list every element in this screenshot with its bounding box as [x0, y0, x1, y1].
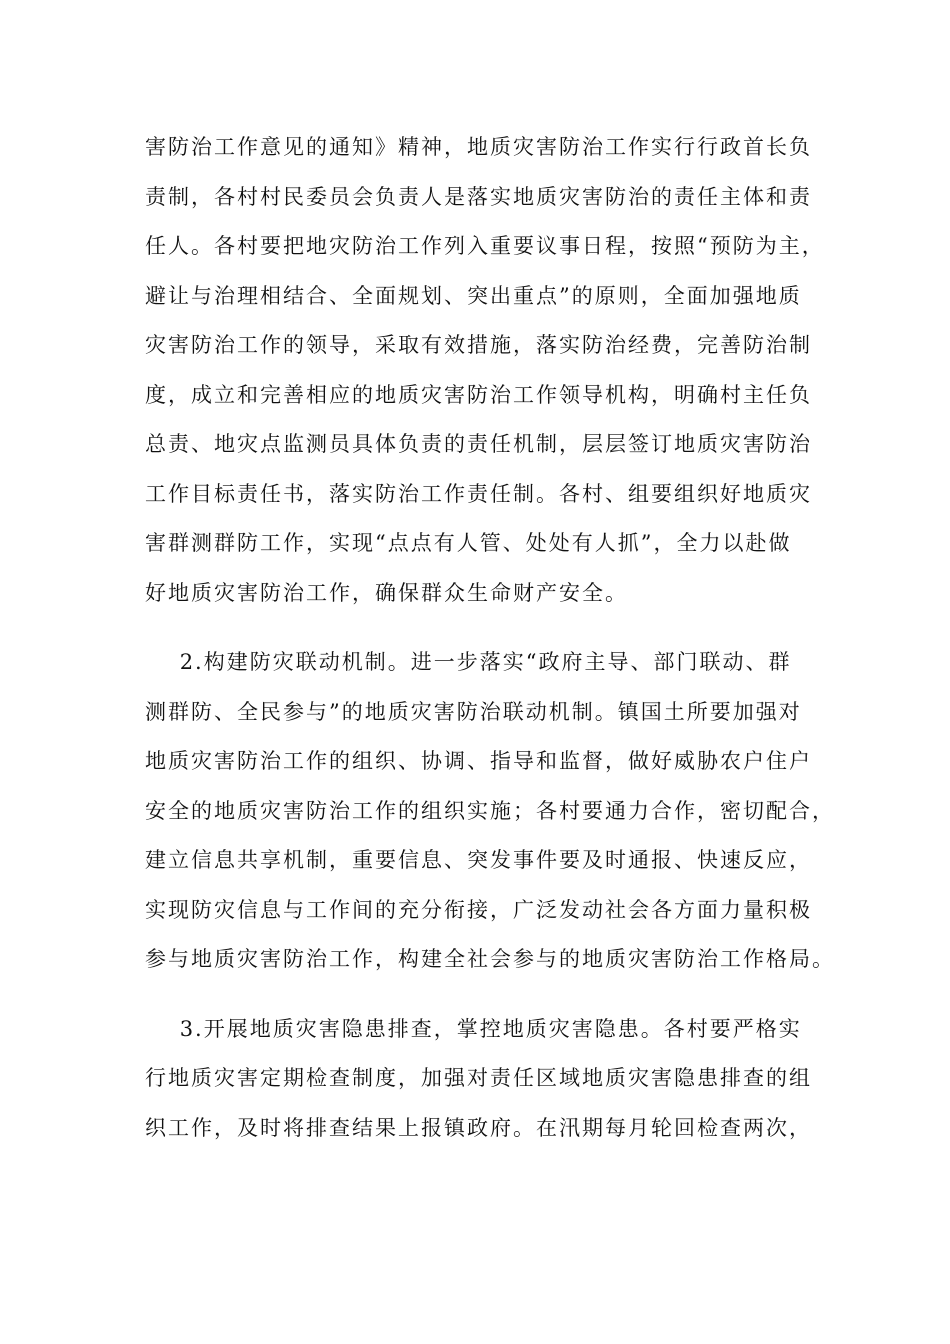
- text-line: 建立信息共享机制，重要信息、突发事件要及时通报、快速反应，: [145, 848, 812, 872]
- text-line: 实现防灾信息与工作间的充分衔接，广泛发动社会各方面力量积极: [145, 897, 812, 922]
- paragraph-spacer: [145, 985, 805, 1005]
- text-line: 好地质灾害防治工作，确保群众生命财产安全。: [145, 580, 628, 605]
- text-line: 织工作，及时将排查结果上报镇政府。在汛期每月轮回检查两次，: [145, 1115, 812, 1140]
- paragraph-spacer: [145, 618, 805, 638]
- paragraph-3: [145, 1005, 812, 1154]
- text-line: 安全的地质灾害防治工作的组织实施；各村要通力合作，密切配合，: [145, 798, 835, 823]
- text-line: 3.开展地质灾害隐患排查，掌控地质灾害隐患。各村要严格实: [145, 1016, 802, 1041]
- text-line: 害群测群防工作，实现“点点有人管、处处有人抓”，全力以赴做: [145, 531, 792, 555]
- text-line: 2.构建防灾联动机制。进一步落实“政府主导、部门联动、群: [145, 650, 792, 674]
- text-line: 害防治工作意见的通知》精神，地质灾害防治工作实行行政首长负: [145, 135, 812, 159]
- text-line: 责制，各村村民委员会负责人是落实地质灾害防治的责任主体和责: [145, 184, 812, 209]
- text-line: 参与地质灾害防治工作，构建全社会参与的地质灾害防治工作格局。: [145, 947, 835, 971]
- text-line: 度，成立和完善相应的地质灾害防治工作领导机构，明确村主任负: [145, 382, 812, 407]
- text-line: 灾害防治工作的领导，采取有效措施，落实防治经费，完善防治制: [145, 333, 812, 357]
- text-line: 总责、地灾点监测员具体负责的责任机制，层层签订地质灾害防治: [145, 432, 812, 456]
- paragraph-2: [145, 638, 835, 985]
- text-line: 避让与治理相结合、全面规划、突出重点”的原则，全面加强地质: [145, 283, 802, 308]
- text-line: 工作目标责任书，落实防治工作责任制。各村、组要组织好地质灾: [145, 481, 812, 506]
- document-body: [145, 123, 835, 1153]
- text-line: 任人。各村要把地灾防治工作列入重要议事日程，按照“预防为主，: [145, 234, 825, 258]
- text-line: 地质灾害防治工作的组织、协调、指导和监督，做好威胁农户住户: [145, 749, 812, 773]
- paragraph-1: [145, 123, 825, 618]
- text-line: 行地质灾害定期检查制度，加强对责任区域地质灾害隐患排查的组: [145, 1066, 812, 1090]
- text-line: 测群防、全民参与”的地质灾害防治联动机制。镇国土所要加强对: [145, 699, 802, 724]
